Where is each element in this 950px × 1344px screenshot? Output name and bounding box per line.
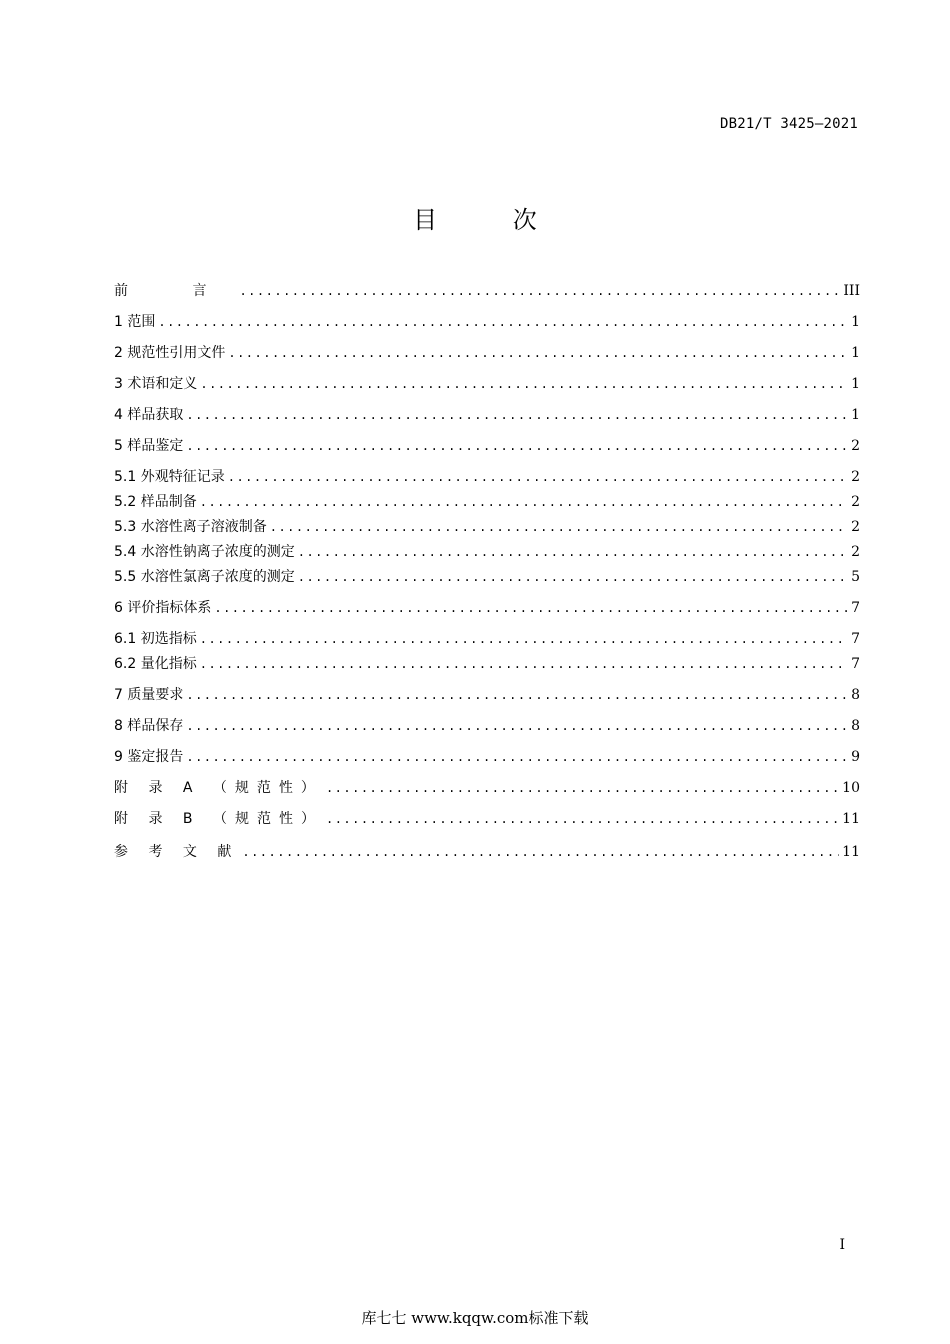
toc-label: 6.2 量化指标 — [114, 656, 197, 672]
document-code: DB21/T 3425—2021 — [719, 116, 858, 132]
toc-label: 1 范围 — [114, 314, 156, 330]
toc-page: 8 — [851, 718, 860, 734]
toc-entry-references[interactable] — [114, 843, 860, 861]
toc-leader — [200, 655, 848, 673]
toc-leader — [326, 810, 839, 828]
toc-leader — [298, 568, 848, 586]
toc-label: 5.4 水溶性钠离子浓度的测定 — [114, 544, 295, 560]
toc-entry-1[interactable] — [114, 313, 860, 331]
toc-entry-appendix-a[interactable] — [114, 779, 860, 797]
toc-label: 7 质量要求 — [114, 687, 184, 703]
toc-entry-3[interactable] — [114, 375, 860, 393]
toc-label: 6.1 初选指标 — [114, 631, 197, 647]
toc-page: III — [843, 283, 860, 299]
toc-page: 11 — [842, 811, 860, 827]
toc-page: 11 — [842, 844, 860, 860]
toc-leader — [158, 313, 848, 331]
toc-page: 8 — [851, 687, 860, 703]
toc-label: 附 录 A （规范性） — [114, 780, 323, 796]
toc-page: 5 — [851, 569, 860, 585]
toc-label: 前 言 — [114, 283, 237, 299]
toc-page: 2 — [851, 544, 860, 560]
toc-entry-5[interactable] — [114, 437, 860, 455]
toc-entry-6-2[interactable] — [114, 655, 860, 673]
toc-leader — [200, 630, 848, 648]
toc-entry-5-5[interactable] — [114, 568, 860, 586]
toc-leader — [200, 375, 848, 393]
toc-page: 7 — [851, 631, 860, 647]
toc-entry-6-1[interactable] — [114, 630, 860, 648]
watermark-text: 库七七 www.kqqw.com标准下载 — [361, 1309, 589, 1327]
toc-page: 7 — [851, 656, 860, 672]
table-of-contents — [114, 0, 860, 900]
toc-label: 5.3 水溶性离子溶液制备 — [114, 519, 267, 535]
toc-page: 2 — [851, 519, 860, 535]
toc-leader — [186, 748, 848, 766]
toc-label: 5 样品鉴定 — [114, 438, 184, 454]
toc-page: 1 — [851, 376, 860, 392]
toc-leader — [200, 493, 848, 511]
toc-entry-5-1[interactable] — [114, 468, 860, 486]
toc-page: 10 — [842, 780, 860, 796]
toc-page: 7 — [851, 600, 860, 616]
toc-leader — [186, 717, 848, 735]
toc-label: 5.5 水溶性氯离子浓度的测定 — [114, 569, 295, 585]
toc-label: 4 样品获取 — [114, 407, 184, 423]
toc-entry-9[interactable] — [114, 748, 860, 766]
toc-entry-5-2[interactable] — [114, 493, 860, 511]
page-title: 目 次 — [413, 206, 571, 234]
toc-entry-5-3[interactable] — [114, 518, 860, 536]
toc-leader — [270, 518, 848, 536]
toc-page: 1 — [851, 314, 860, 330]
toc-entry-appendix-b[interactable] — [114, 810, 860, 828]
toc-page: 2 — [851, 494, 860, 510]
toc-entry-2[interactable] — [114, 344, 860, 362]
toc-leader — [186, 406, 848, 424]
toc-label: 参 考 文 献 — [114, 844, 240, 860]
toc-label: 3 术语和定义 — [114, 376, 198, 392]
toc-leader — [239, 282, 840, 300]
toc-page: 9 — [851, 749, 860, 765]
toc-leader — [186, 437, 848, 455]
toc-label: 6 评价指标体系 — [114, 600, 212, 616]
toc-label: 附 录 B （规范性） — [114, 811, 323, 827]
toc-entry-6[interactable] — [114, 599, 860, 617]
toc-label: 5.2 样品制备 — [114, 494, 197, 510]
toc-leader — [228, 344, 848, 362]
toc-label: 8 样品保存 — [114, 718, 184, 734]
toc-page: 2 — [851, 438, 860, 454]
toc-page: 1 — [851, 345, 860, 361]
toc-label: 5.1 外观特征记录 — [114, 469, 225, 485]
toc-leader — [326, 779, 839, 797]
toc-entry-foreword[interactable] — [114, 282, 860, 300]
toc-page: 2 — [851, 469, 860, 485]
toc-leader — [228, 468, 848, 486]
toc-label: 9 鉴定报告 — [114, 749, 184, 765]
toc-leader — [242, 843, 839, 861]
toc-entry-5-4[interactable] — [114, 543, 860, 561]
toc-leader — [186, 686, 848, 704]
toc-entry-7[interactable] — [114, 686, 860, 704]
toc-entry-4[interactable] — [114, 406, 860, 424]
page-number: I — [839, 1237, 845, 1253]
toc-leader — [298, 543, 848, 561]
toc-entry-8[interactable] — [114, 717, 860, 735]
toc-page: 1 — [851, 407, 860, 423]
toc-label: 2 规范性引用文件 — [114, 345, 226, 361]
toc-leader — [214, 599, 848, 617]
